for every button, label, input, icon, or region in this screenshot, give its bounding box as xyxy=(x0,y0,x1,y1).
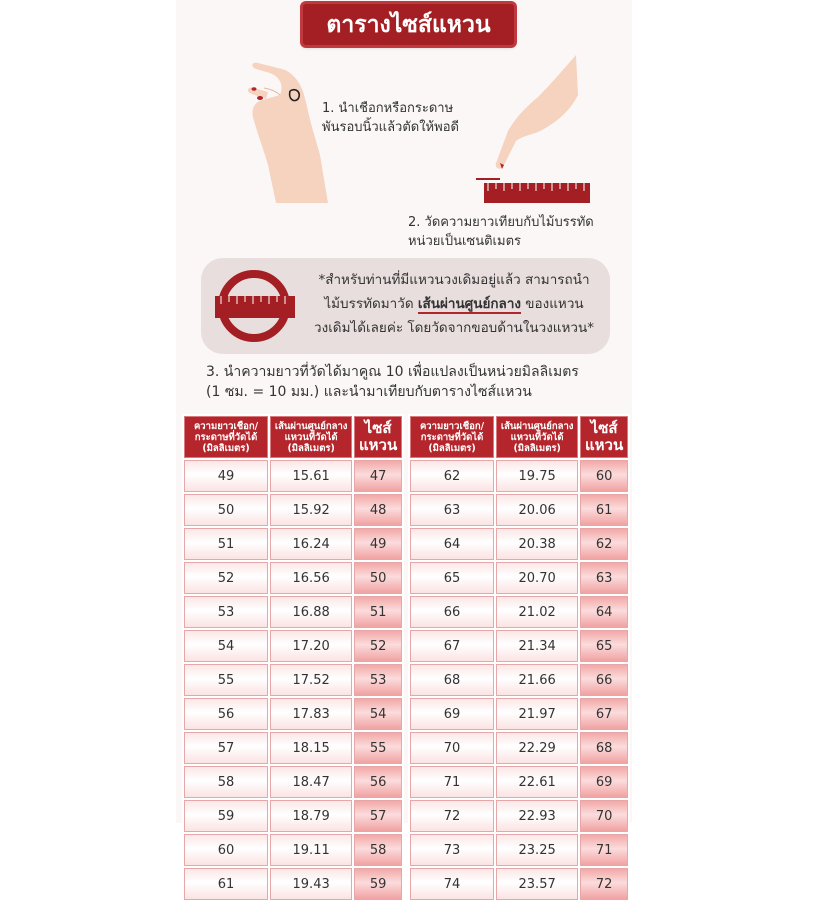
length-cell: 70 xyxy=(410,732,494,764)
header-size-line2: แหวน xyxy=(358,436,398,454)
table-row xyxy=(410,562,628,594)
header-size-line1: ไซส์ xyxy=(590,419,618,437)
diameter-cell: 16.24 xyxy=(270,528,352,560)
diameter-cell: 21.66 xyxy=(496,664,578,696)
step2-line2: หน่วยเป็นเซนติเมตร xyxy=(408,234,521,249)
note-box xyxy=(201,258,610,354)
header-length-line3: (มิลลิเมตร) xyxy=(202,442,250,454)
diameter-cell: 21.97 xyxy=(496,698,578,730)
step3-line2: (1 ซม. = 10 มม.) และนำมาเทียบกับตารางไซส์แหวน xyxy=(206,384,532,400)
header-diameter xyxy=(270,416,352,458)
header-size xyxy=(580,416,628,458)
size-cell: 71 xyxy=(580,834,628,866)
diameter-cell: 16.56 xyxy=(270,562,352,594)
size-cell: 57 xyxy=(354,800,402,832)
length-cell: 58 xyxy=(184,766,268,798)
table-row xyxy=(410,698,628,730)
table-row xyxy=(184,698,402,730)
size-cell: 60 xyxy=(580,460,628,492)
header-size-line2: แหวน xyxy=(584,436,624,454)
table-row xyxy=(184,596,402,628)
header-length-line3: (มิลลิเมตร) xyxy=(428,442,476,454)
length-cell: 56 xyxy=(184,698,268,730)
diameter-cell: 19.11 xyxy=(270,834,352,866)
header-diameter-line2: แหวนที่วัดได้ xyxy=(284,431,338,443)
size-cell: 66 xyxy=(580,664,628,696)
length-cell: 74 xyxy=(410,868,494,900)
table-row xyxy=(410,732,628,764)
table-row xyxy=(410,868,628,900)
size-cell: 58 xyxy=(354,834,402,866)
length-cell: 68 xyxy=(410,664,494,696)
table-row xyxy=(410,528,628,560)
header-diameter-line3: (มิลลิเมตร) xyxy=(287,442,335,454)
header-length-line1: ความยาวเชือก/ xyxy=(193,420,259,432)
diameter-cell: 17.83 xyxy=(270,698,352,730)
size-cell: 47 xyxy=(354,460,402,492)
diameter-cell: 18.47 xyxy=(270,766,352,798)
table-row xyxy=(184,494,402,526)
diameter-cell: 20.38 xyxy=(496,528,578,560)
diameter-cell: 18.15 xyxy=(270,732,352,764)
size-cell: 68 xyxy=(580,732,628,764)
step3-text xyxy=(206,362,579,402)
length-cell: 49 xyxy=(184,460,268,492)
length-cell: 51 xyxy=(184,528,268,560)
size-cell: 59 xyxy=(354,868,402,900)
header-diameter-line2: แหวนที่วัดได้ xyxy=(510,431,564,443)
length-cell: 53 xyxy=(184,596,268,628)
length-cell: 69 xyxy=(410,698,494,730)
size-cell: 61 xyxy=(580,494,628,526)
table-row xyxy=(184,562,402,594)
size-table-left xyxy=(182,414,404,902)
header-length-line2: กระดาษที่วัดได้ xyxy=(194,431,258,443)
size-cell: 56 xyxy=(354,766,402,798)
diameter-cell: 22.61 xyxy=(496,766,578,798)
header-size-line1: ไซส์ xyxy=(364,419,392,437)
table-row xyxy=(184,868,402,900)
length-cell: 61 xyxy=(184,868,268,900)
size-cell: 48 xyxy=(354,494,402,526)
size-cell: 51 xyxy=(354,596,402,628)
size-table-right-body xyxy=(410,460,628,900)
finger-ruler-illustration xyxy=(466,55,596,205)
header-diameter xyxy=(496,416,578,458)
ring-ruler-icon xyxy=(209,264,299,348)
diameter-cell: 16.88 xyxy=(270,596,352,628)
table-row xyxy=(184,766,402,798)
table-row xyxy=(410,460,628,492)
length-cell: 55 xyxy=(184,664,268,696)
size-cell: 70 xyxy=(580,800,628,832)
size-cell: 64 xyxy=(580,596,628,628)
length-cell: 54 xyxy=(184,630,268,662)
diameter-cell: 17.52 xyxy=(270,664,352,696)
note-line1: *สำหรับท่านที่มีแหวนวงเดิมอยู่แล้ว สามารถนำ xyxy=(318,272,590,288)
table-row xyxy=(184,800,402,832)
table-row xyxy=(184,664,402,696)
size-cell: 50 xyxy=(354,562,402,594)
diameter-cell: 22.93 xyxy=(496,800,578,832)
length-cell: 52 xyxy=(184,562,268,594)
size-cell: 69 xyxy=(580,766,628,798)
table-row xyxy=(410,630,628,662)
size-cell: 53 xyxy=(354,664,402,696)
note-line3: วงเดิมได้เลยค่ะ โดยวัดจากขอบด้านในวงแหวน* xyxy=(314,320,594,336)
size-cell: 65 xyxy=(580,630,628,662)
step3-line1: 3. นำความยาวที่วัดได้มาคูณ 10 เพื่อแปลงเป็นหน่วยมิลลิเมตร xyxy=(206,364,579,380)
diameter-cell: 15.61 xyxy=(270,460,352,492)
size-cell: 72 xyxy=(580,868,628,900)
diameter-cell: 19.43 xyxy=(270,868,352,900)
size-table-left-body xyxy=(184,460,402,900)
diameter-cell: 20.06 xyxy=(496,494,578,526)
size-cell: 63 xyxy=(580,562,628,594)
length-cell: 67 xyxy=(410,630,494,662)
table-row xyxy=(410,834,628,866)
note-line2-pre: ไม้บรรทัดมาวัด xyxy=(324,296,418,312)
content-panel xyxy=(176,0,632,892)
header-diameter-line1: เส้นผ่านศูนย์กลาง xyxy=(274,420,348,432)
table-row xyxy=(410,596,628,628)
diameter-cell: 23.25 xyxy=(496,834,578,866)
length-cell: 60 xyxy=(184,834,268,866)
step1-line1: 1. นำเชือกหรือกระดาษ xyxy=(322,101,454,116)
size-cell: 67 xyxy=(580,698,628,730)
length-cell: 50 xyxy=(184,494,268,526)
header-length-line1: ความยาวเชือก/ xyxy=(419,420,485,432)
page-title: ตารางไซส์แหวน xyxy=(303,4,514,45)
size-table-right xyxy=(408,414,630,902)
step1-text xyxy=(322,99,459,137)
length-cell: 59 xyxy=(184,800,268,832)
table-header-row xyxy=(184,416,402,458)
size-cell: 49 xyxy=(354,528,402,560)
length-cell: 66 xyxy=(410,596,494,628)
size-cell: 55 xyxy=(354,732,402,764)
table-row xyxy=(184,528,402,560)
length-cell: 64 xyxy=(410,528,494,560)
length-cell: 71 xyxy=(410,766,494,798)
note-line2-post: ของแหวน xyxy=(521,296,584,312)
length-cell: 73 xyxy=(410,834,494,866)
diameter-cell: 21.02 xyxy=(496,596,578,628)
header-diameter-line1: เส้นผ่านศูนย์กลาง xyxy=(500,420,574,432)
diameter-cell: 19.75 xyxy=(496,460,578,492)
size-cell: 52 xyxy=(354,630,402,662)
length-cell: 63 xyxy=(410,494,494,526)
table-row xyxy=(184,630,402,662)
size-cell: 54 xyxy=(354,698,402,730)
table-row xyxy=(410,766,628,798)
table-row xyxy=(410,664,628,696)
header-length xyxy=(184,416,268,458)
diameter-cell: 15.92 xyxy=(270,494,352,526)
length-cell: 72 xyxy=(410,800,494,832)
table-row xyxy=(410,800,628,832)
step2-text xyxy=(408,213,594,251)
length-cell: 62 xyxy=(410,460,494,492)
note-text xyxy=(299,268,609,340)
size-cell: 62 xyxy=(580,528,628,560)
step2-line1: 2. วัดความยาวเทียบกับไม้บรรทัด xyxy=(408,215,594,230)
diameter-cell: 23.57 xyxy=(496,868,578,900)
table-row xyxy=(184,732,402,764)
table-row xyxy=(184,834,402,866)
diameter-cell: 22.29 xyxy=(496,732,578,764)
table-header-row xyxy=(410,416,628,458)
length-cell: 65 xyxy=(410,562,494,594)
note-line2-bold: เส้นผ่านศูนย์กลาง xyxy=(417,296,522,312)
table-row xyxy=(184,460,402,492)
header-size xyxy=(354,416,402,458)
length-cell: 57 xyxy=(184,732,268,764)
diameter-cell: 17.20 xyxy=(270,630,352,662)
header-length-line2: กระดาษที่วัดได้ xyxy=(420,431,484,443)
step1-line2: พันรอบนิ้วแล้วตัดให้พอดี xyxy=(322,120,459,135)
diameter-cell: 20.70 xyxy=(496,562,578,594)
diameter-cell: 18.79 xyxy=(270,800,352,832)
header-length xyxy=(410,416,494,458)
diameter-cell: 21.34 xyxy=(496,630,578,662)
table-row xyxy=(410,494,628,526)
header-diameter-line3: (มิลลิเมตร) xyxy=(513,442,561,454)
note-line2 xyxy=(299,292,609,316)
